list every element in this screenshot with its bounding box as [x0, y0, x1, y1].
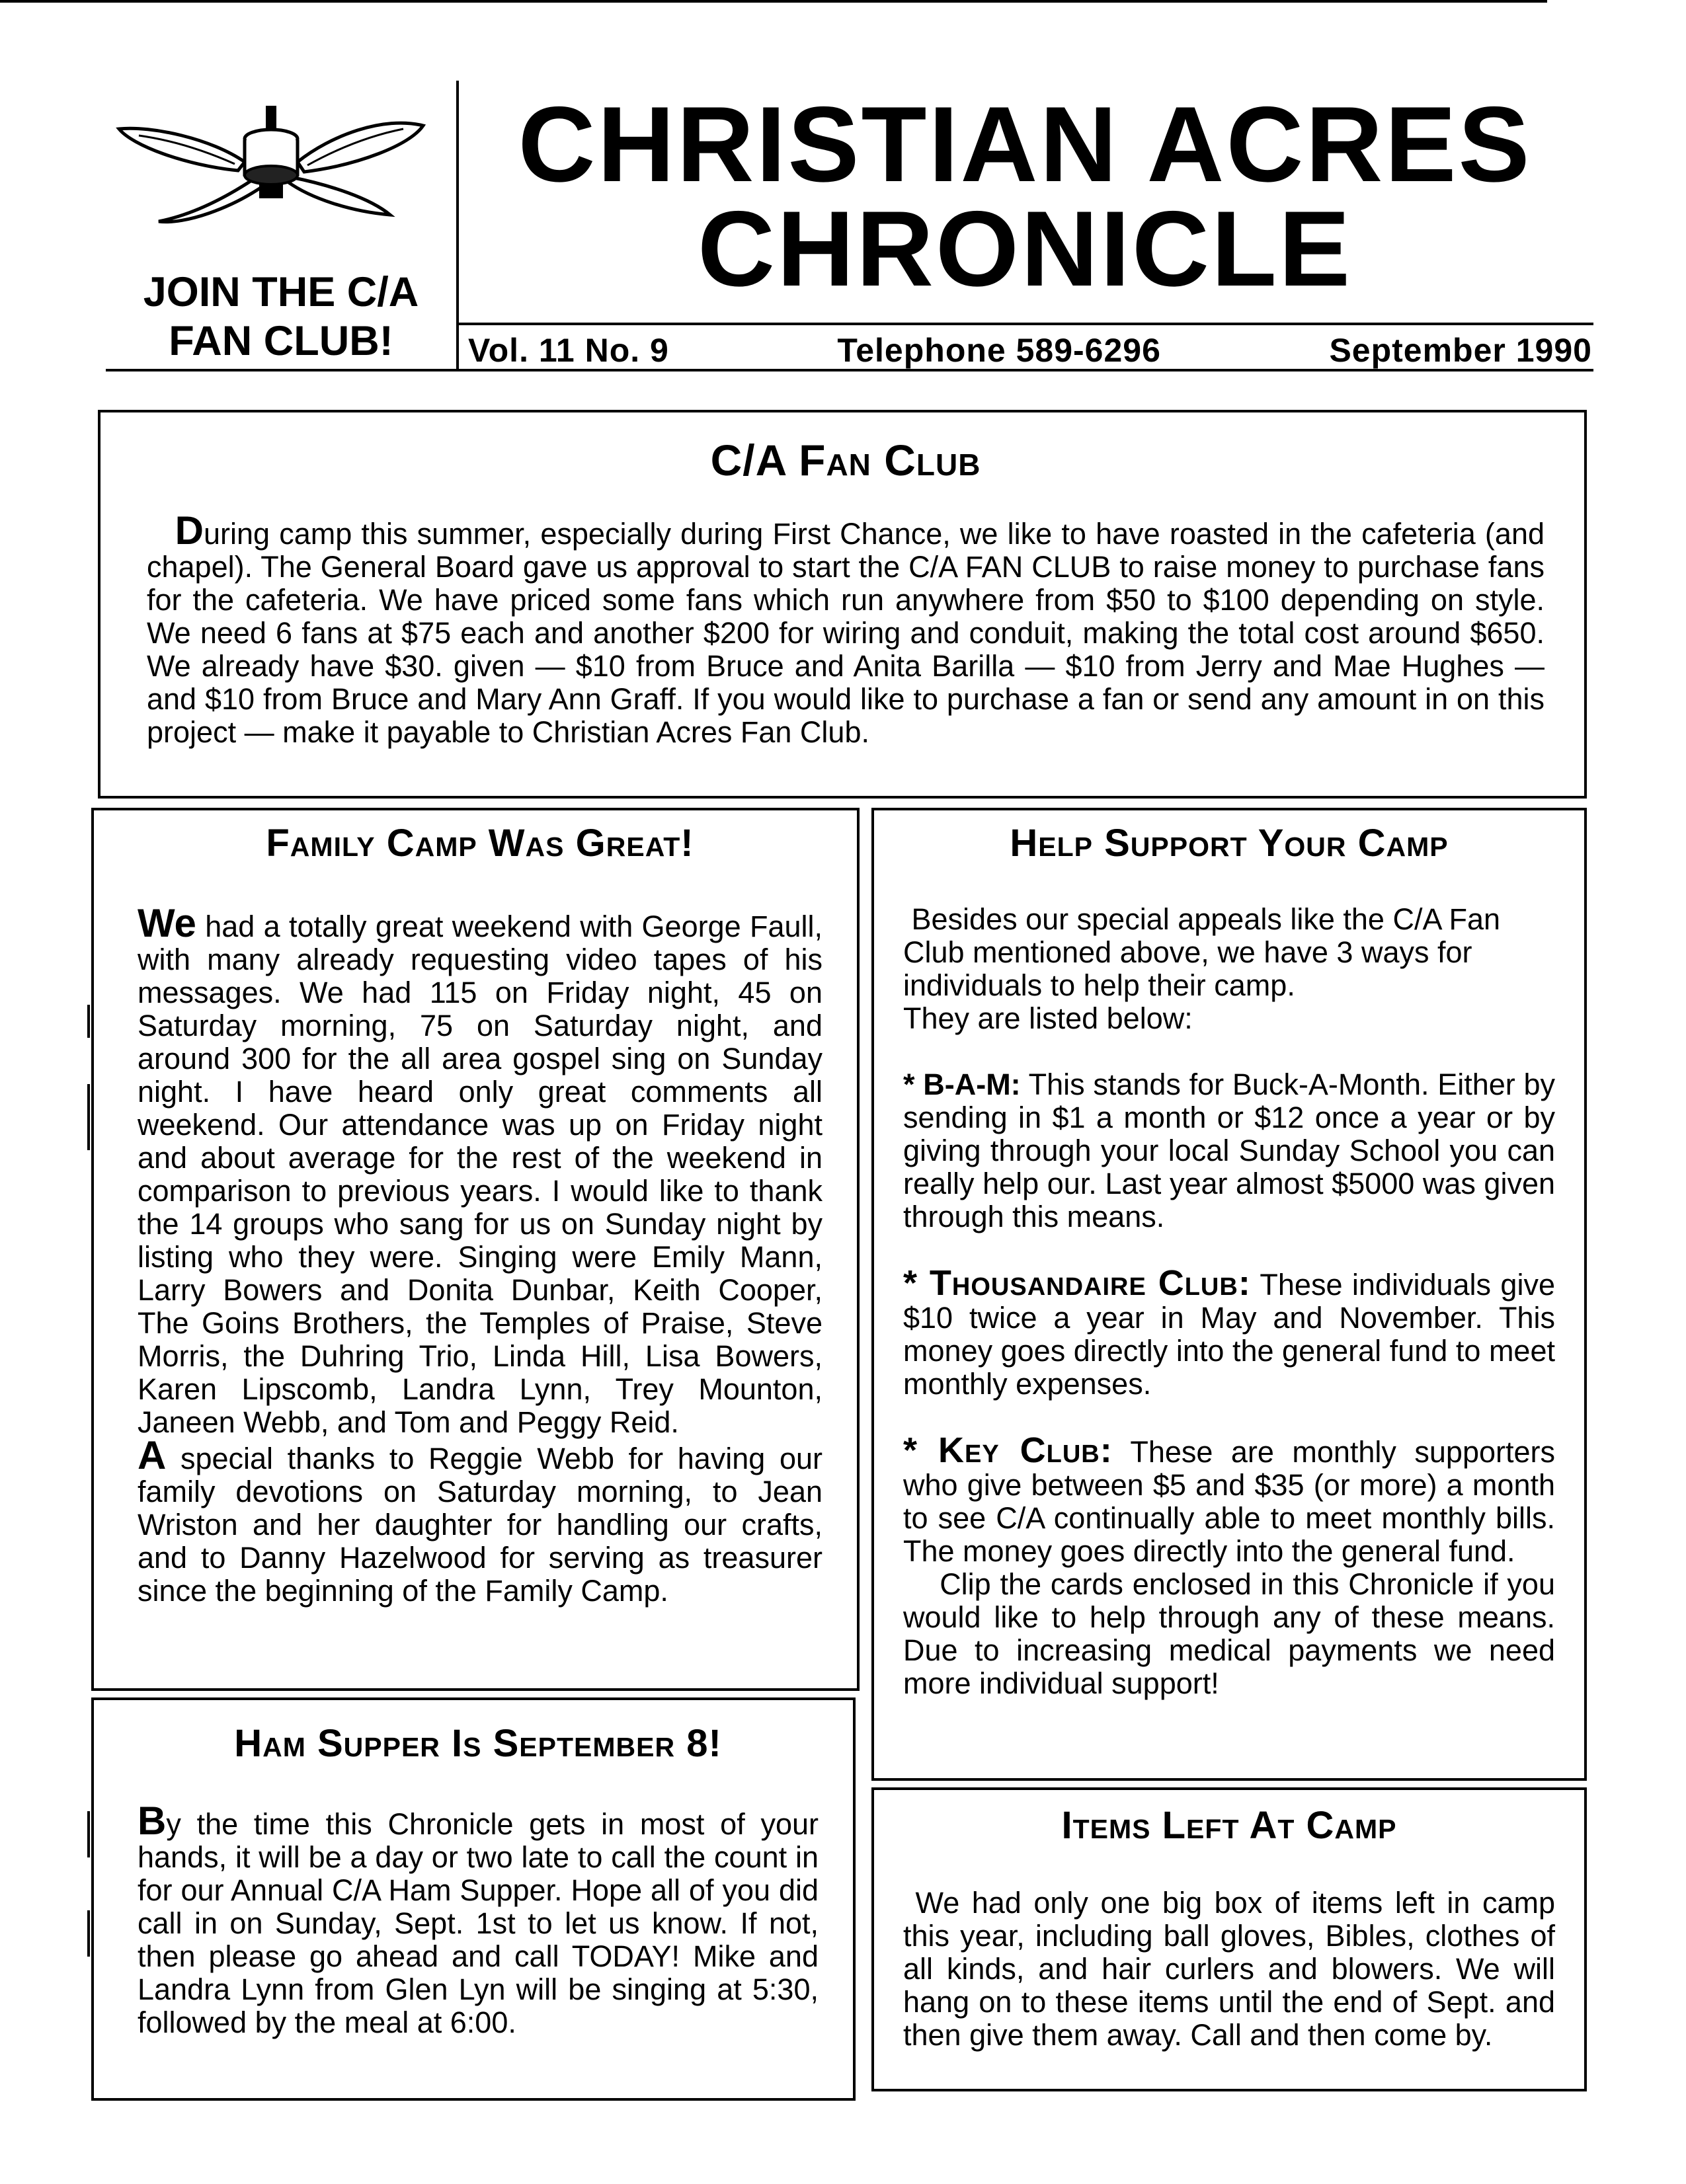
key-club-lead: * Key Club:: [903, 1430, 1113, 1470]
article-text: These individuals give $10 twice a year in May and November. This money goes directly into the general fund to meet monthly expenses.: [903, 1268, 1555, 1401]
family-camp-article: [91, 808, 860, 1691]
items-left-article: [871, 1787, 1587, 2091]
volume-number: Vol. 11 No. 9: [468, 332, 669, 369]
dropcap: We: [138, 901, 196, 945]
fan-caption-line1: JOIN THE C/A: [143, 269, 419, 315]
help-support-article: [871, 808, 1587, 1781]
article-body: [903, 903, 1555, 1700]
article-text: They are listed below:: [903, 1001, 1193, 1035]
dropcap: A: [138, 1433, 167, 1477]
article-text: special thanks to Reggie Webb for having our family devotions on Saturday morning, to Jean Wriston and her daughter for handling our crafts, and to Danny Hazelwood for serving as treasurer since the beginning of the Family Camp.: [138, 1442, 823, 1608]
title-rule: [456, 323, 1593, 325]
margin-mark: [87, 1910, 90, 1957]
issue-date: September 1990: [1329, 332, 1592, 369]
masthead-divider: [456, 81, 459, 371]
bam-lead: * B-A-M:: [903, 1068, 1021, 1101]
margin-mark: [87, 1084, 90, 1150]
article-text: We had only one big box of items left in camp this year, including ball gloves, Bibles, clothes of all kinds, and hair curlers and blowers. We will hang on to these items until the end of Sept. and then give them away. Call and then come by.: [903, 1886, 1555, 2052]
fan-club-callout: [106, 268, 456, 366]
margin-mark: [87, 1005, 90, 1038]
ceiling-fan-icon: [112, 99, 430, 231]
ham-supper-article: [91, 1697, 856, 2101]
margin-mark: [87, 1811, 90, 1857]
article-text: This stands for Buck-A-Month. Either by sending in $1 a month or $12 once a year or by giving through your local Sunday School you can really help our. Last year almost $5000 was given through this means.: [903, 1068, 1556, 1233]
fan-club-article: [98, 410, 1587, 799]
fan-caption-line2: FAN CLUB!: [169, 318, 393, 364]
article-heading: Ham Supper Is September 8!: [234, 1722, 722, 1765]
telephone: Telephone 589-6296: [837, 332, 1161, 369]
article-heading: Help Support Your Camp: [1010, 822, 1449, 865]
article-body: [138, 901, 823, 1608]
article-heading: Items Left At Camp: [1061, 1804, 1397, 1847]
article-text: uring camp this summer, especially during First Chance, we like to have roasted in the cafeteria (and chapel). The General Board gave us approval to start the C/A FAN CLUB to raise money to purchase fans for the cafeteria. We have priced some fans which run anywhere from $50 to $100 depending on style. We need 6 fans at $75 each and another $200 for wiring and conduit, making the total cost around $650. We already have $30. given — $10 from Bruce and Anita Barilla — $10 from Jerry and Mae Hughes — and $10 from Bruce and Mary Ann Graff. If you would like to purchase a fan or send any amount in on this project — make it payable to Christian Acres Fan Club.: [147, 517, 1545, 749]
thousandaire-lead: * Thousandaire Club:: [903, 1263, 1251, 1303]
article-text: Besides our special appeals like the C/A Fan Club mentioned above, we have 3 ways for individuals to help their camp.: [903, 902, 1501, 1002]
article-body: [147, 508, 1545, 749]
article-text: These are monthly supporters who give between $5 and $35 (or more) a month to see C/A continually able to meet monthly bills. The money goes directly into the general fund.: [903, 1435, 1555, 1568]
article-heading: C/A Fan Club: [710, 436, 981, 485]
newsletter-title: [463, 85, 1587, 309]
dropcap: D: [175, 508, 204, 553]
article-text: Clip the cards enclosed in this Chronicle if you would like to help through any of these means. Due to increasing medical payments we need more individual support!: [903, 1567, 1555, 1700]
article-body: [138, 1799, 819, 2039]
masthead-bottom-rule: [106, 369, 1593, 371]
title-line1: CHRISTIAN ACRES: [518, 85, 1532, 204]
article-body: [903, 1887, 1555, 2052]
issue-info-bar: [468, 331, 1592, 370]
article-text: had a totally great weekend with George Faull, with many already requesting video tapes of his messages. We had 115 on Friday night, 45 on Saturday morning, 75 on Saturday night, and around 300 for the all area gospel sing on Sunday night. I have heard only great comments all weekend. Our attendance was up on Friday night and about average for the rest of the weekend in comparison to previous years. I would like to thank the 14 groups who sang for us on Sunday night by listing who they were. Singing were Emily Mann, Larry Bowers and Donita Dunbar, Keith Cooper, The Goins Brothers, the Temples of Praise, Steve Morris, the Duhring Trio, Linda Hill, Lisa Bowers, Karen Lipscomb, Landra Lynn, Trey Mounton, Janeen Webb, and Tom and Peggy Reid.: [138, 910, 823, 1439]
top-rule: [0, 0, 1547, 3]
dropcap: B: [138, 1799, 167, 1843]
article-text: y the time this Chronicle gets in most of your hands, it will be a day or two late to call the count in for our Annual C/A Ham Supper. Hope all of you did call in on Sunday, Sept. 1st to let us know. If not, then please go ahead and call TODAY! Mike and Landra Lynn from Glen Lyn will be singing at 5:30, followed by the meal at 6:00.: [138, 1807, 819, 2039]
title-line2: CHRONICLE: [698, 189, 1352, 309]
article-heading: Family Camp Was Great!: [266, 822, 694, 865]
